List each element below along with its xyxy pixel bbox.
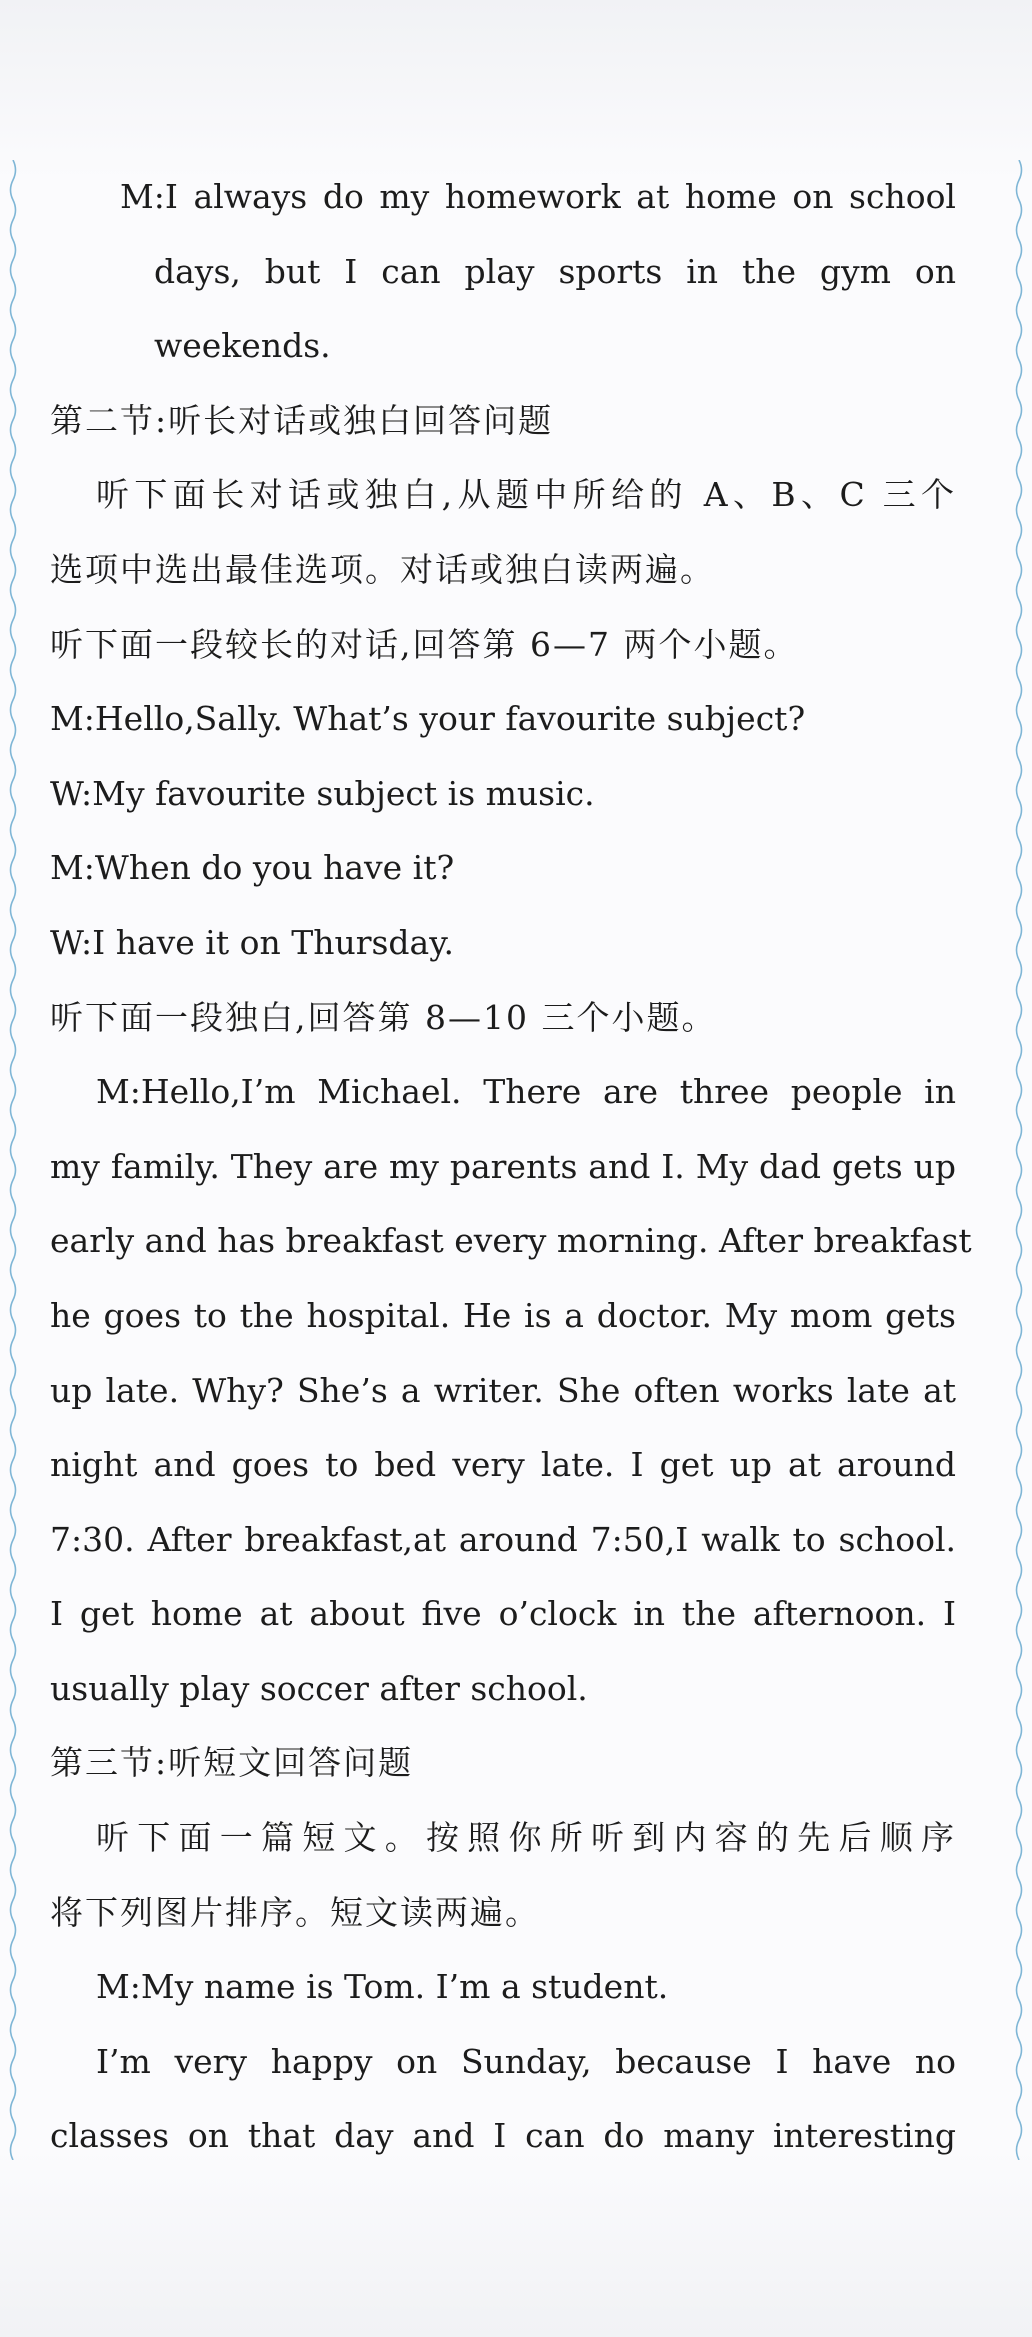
instruction-line: 听下面一段独白,回答第 8—10 三个小题。	[50, 997, 717, 1037]
monologue-line: night and goes to bed very late. I get up at around	[50, 1445, 956, 1485]
monologue-line: M:Hello,I’m Michael. There are three people in	[96, 1072, 956, 1112]
monologue-line: early and has breakfast every morning. After breakfast	[50, 1221, 972, 1261]
section-heading: 第三节:听短文回答问题	[50, 1743, 414, 1783]
monologue-line: I get home at about five o’clock in the afternoon. I	[50, 1594, 956, 1634]
dialogue-line: M:When do you have it?	[50, 848, 455, 888]
monologue-line: 7:30. After breakfast,at around 7:50,I walk to school.	[50, 1519, 956, 1559]
dialogue-line: W:My favourite subject is music.	[50, 773, 595, 813]
text-line: weekends.	[154, 326, 331, 366]
dialogue-line: W:I have it on Thursday.	[50, 922, 454, 962]
monologue-line: up late. Why? She’s a writer. She often works late at	[50, 1370, 956, 1410]
document-body	[50, 160, 972, 2174]
section-heading: 第二节:听长对话或独白回答问题	[50, 400, 554, 440]
instruction-line: 听下面一段较长的对话,回答第 6—7 两个小题。	[50, 624, 799, 664]
instruction-line: 听下面长对话或独白,从题中所给的 A、B、C 三个	[96, 475, 956, 515]
dialogue-line: M:Hello,Sally. What’s your favourite subject?	[50, 699, 806, 739]
monologue-line: he goes to the hospital. He is a doctor. My mom gets	[50, 1295, 956, 1335]
passage-line: classes on that day and I can do many interesting	[50, 2116, 956, 2156]
monologue-line: usually play soccer after school.	[50, 1668, 588, 1708]
instruction-line: 将下列图片排序。短文读两遍。	[50, 1892, 540, 1932]
instruction-line: 听下面一篇短文。按照你所听到内容的先后顺序	[96, 1818, 956, 1858]
text-line: days, but I can play sports in the gym on	[154, 251, 956, 291]
monologue-line: my family. They are my parents and I. My dad gets up	[50, 1146, 956, 1186]
text-line: M:I always do my homework at home on school	[120, 177, 956, 216]
left-border-decoration	[6, 160, 20, 2160]
instruction-line: 选项中选出最佳选项。对话或独白读两遍。	[50, 549, 715, 589]
passage-line: M:My name is Tom. I’m a student.	[96, 1967, 669, 2007]
right-border-decoration	[1012, 160, 1026, 2160]
passage-line: I’m very happy on Sunday, because I have no	[96, 2041, 956, 2081]
